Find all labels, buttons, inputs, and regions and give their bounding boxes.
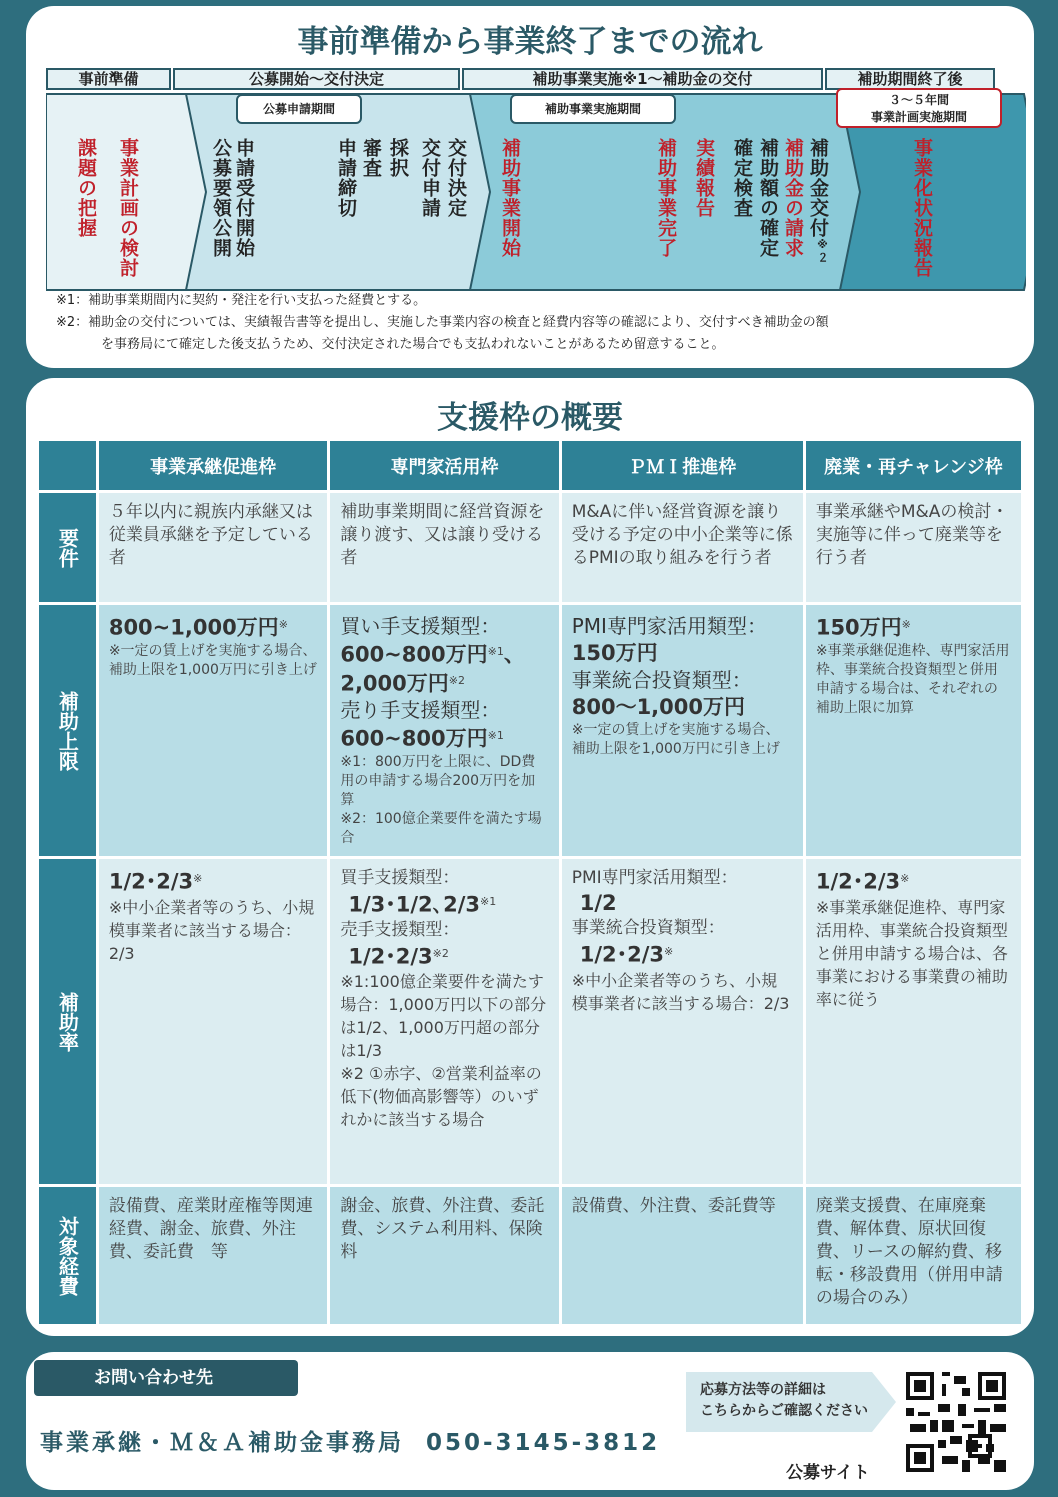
support-section [26,378,1034,1336]
req-senmonka: 補助事業期間に経営資源を譲り渡す、又は譲り受ける者 [329,492,560,604]
row-limit [38,604,1023,858]
step-hojogakukakutei: 補助額の確定 [757,138,779,258]
flow-section [26,6,1034,368]
step-koufushinsei: 交付申請 [419,138,441,218]
limit-haigyo: 150万円※ ※事業承継促進枠、専門家活用枠、事業統合投資類型と併用申請する場合は、それぞれの補助上限に加算 [804,604,1022,858]
phase-after: 補助期間終了後 [825,68,995,90]
support-title: 支援枠の概要 [437,400,623,436]
req-shokei: ５年以内に親族内承継又は従業員承継を予定している者 [97,492,329,604]
cost-shokei: 設備費、産業財産権等関連経費、謝金、旅費、外注費、委託費 等 [97,1186,329,1326]
phase-implementation: 補助事業実施※1～補助金の交付 [462,68,823,90]
rowlabel-req: 要件 [38,492,98,604]
step-jigyokajokyo: 事業化状況報告 [911,138,933,278]
row-rate [38,858,1023,1186]
limit-pmi: PMI専門家活用類型：150万円 事業統合投資類型： 800～1,000万円 ※一定の賃上げを実施する場合、補助上限を1,000万円に引き上げ [560,604,804,858]
step-koufu-note: ※２ [816,238,829,264]
tag-jisshi-period: 補助事業実施期間 [510,94,676,124]
limit-senmonka: 買い手支援類型： 600~800万円$^{※1}$、 2,000万円$^{※2}$ 売り手支援類型： 600~800万円$^{※1}$ ※1：800万円を上限に、DD費用の申請する場合200万円を加算 ※2：100億企業要件を満たす場合 [329,604,560,858]
step-kakuteikensa: 確定検査 [731,138,753,218]
step-koufukettei: 交付決定 [445,138,467,218]
flow-note-1: ※1：補助事業期間内に契約・発注を行い支払った経費とする。 [56,293,427,308]
row-requirements [38,492,1023,604]
rate-senmonka: 買手支援類型： 1/3･1/2､2/3$^{※1}$ 売手支援類型： 1/2･2/3$^{※2}$ ※1:100億企業要件を満たす場合：1,000万円以下の部分は1/2、1,000万円超の部分は1/3 ※2 ①赤字、②営業利益率の低下(物価高影響等）のいずれかに該当する場合 [329,858,560,1186]
corner-cell [38,440,98,492]
rowlabel-limit: 補助上限 [38,604,98,858]
step-jigyokaishi: 補助事業開始 [499,138,521,258]
site-label: 公募サイト [786,1463,870,1483]
step-seikyu: 補助金の請求 [782,138,804,258]
qr-code-icon[interactable] [906,1372,1006,1472]
cost-senmonka: 謝金、旅費、外注費、委託費、システム利用料、保険料 [329,1186,560,1326]
rate-pmi: PMI専門家活用類型： 1/2 事業統合投資類型： 1/2･2/3※ ※中小企業者等のうち、小規模事業者に該当する場合：2/3 [560,858,804,1186]
callout-text: 応募方法等の詳細は こちらからご確認ください [700,1382,868,1419]
flow-title: 事前準備から事業終了までの流れ [297,24,763,60]
cost-pmi: 設備費、外注費、委託費等 [560,1186,804,1326]
rowlabel-rate: 補助率 [38,858,98,1186]
req-haigyo: 事業承継やM&Aの検討・実施等に伴って廃業等を行う者 [804,492,1022,604]
step-uketsuke: 申請受付開始 [233,138,255,258]
support-table [36,438,1024,1327]
contact-office: 事業承継・Ｍ＆Ａ補助金事務局 050-3145-3812 [40,1430,661,1456]
step-saitaku: 採択 [387,138,409,178]
step-shimekiri: 申請締切 [335,138,357,218]
flow-note-3: を事務局にて確定した後支払うため、交付決定された場合でも支払われないことがあるため留意すること。 [101,337,725,352]
rate-shokei: 1/2･2/3※ ※中小企業者等のうち、小規模事業者に該当する場合：2/3 [97,858,329,1186]
step-kouboyoryo: 公募要領公開 [210,138,232,258]
tag-after-line1: ３～５年間 [888,93,949,107]
cost-haigyo: 廃業支援費、在庫廃棄費、解体費、原状回復費、リースの解約費、移転・移設費用（併用申請の場合のみ） [804,1186,1022,1326]
tag-after-line2: 事業計画実施期間 [870,110,967,124]
contact-phone[interactable]: 050-3145-3812 [426,1430,661,1456]
step-kadai: 課題の把握 [75,138,97,238]
contact-section [26,1352,1034,1490]
phase-prep: 事前準備 [46,68,171,90]
step-keikaku: 事業計画の検討 [117,138,139,278]
row-cost [38,1186,1023,1326]
limit-shokei: 800~1,000万円※ ※一定の賃上げを実施する場合、補助上限を1,000万円に引き上げ [97,604,329,858]
contact-label: お問い合わせ先 [34,1360,298,1396]
header-senmonka: 専門家活用枠 [329,440,560,492]
phase-application: 公募開始～交付決定 [173,68,460,90]
step-shinsa: 審査 [360,138,382,178]
step-jissekihokoku: 実績報告 [693,138,715,218]
step-jigyokanryo: 補助事業完了 [655,138,677,258]
step-koufu: 補助金交付 [807,138,829,238]
header-haigyo: 廃業・再チャレンジ枠 [804,440,1022,492]
tag-koubo-period: 公募申請期間 [236,94,362,124]
rowlabel-cost: 対象経費 [38,1186,98,1326]
header-pmi: ＰＭＩ推進枠 [560,440,804,492]
header-shokei: 事業承継促進枠 [97,440,329,492]
tag-after-period [836,88,1002,128]
req-pmi: M&Aに伴い経営資源を譲り受ける予定の中小企業等に係るPMIの取り組みを行う者 [560,492,804,604]
rate-haigyo: 1/2･2/3※ ※事業承継促進枠、専門家活用枠、事業統合投資類型と併用申請する場合は、各事業における事業費の補助率に従う [804,858,1022,1186]
flow-note-2: ※2：補助金の交付については、実績報告書等を提出し、実施した事業内容の検査と経費内容等の確認により、交付すべき補助金の額 [56,315,829,330]
